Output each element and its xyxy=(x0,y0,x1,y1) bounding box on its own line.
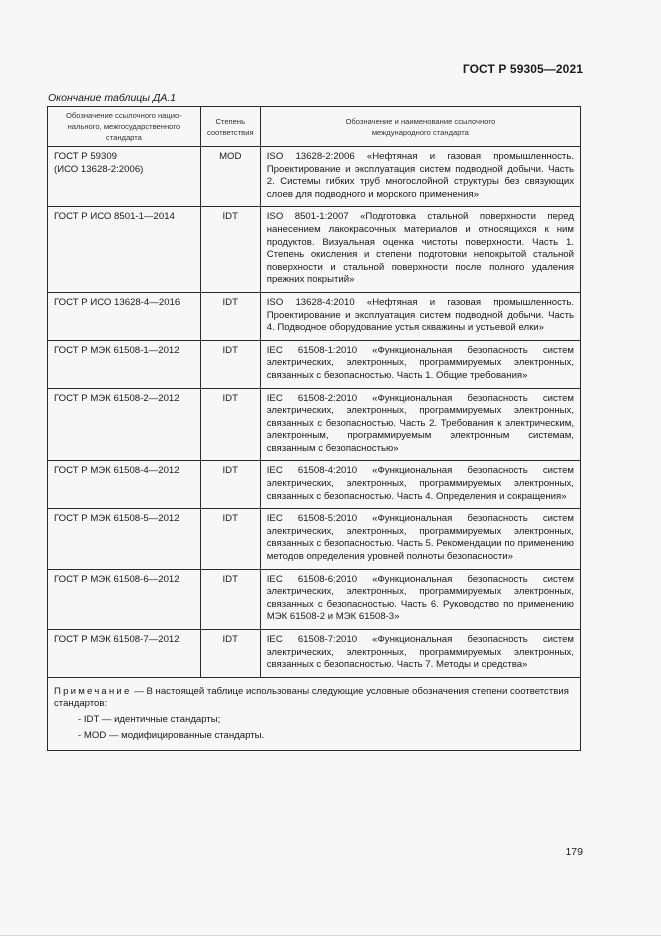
cell-international-standard: ISO 8501-1:2007 «Подготовка стальной поверхности перед нанесением лакокрасочных материалов и относящихся к ним продуктов. Визуальная оценка чистоты поверхности. Часть 1. Степень окисления и степени подготовки непокрытой стальной поверхности и стальной поверхности после полного удаления прежних покрытий» xyxy=(260,207,580,293)
note-body: — В настоящей таблице использованы следующие условные обозначения степени соответствия стандартов: xyxy=(54,685,569,710)
cell-international-standard: IEC 61508-1:2010 «Функциональная безопасность систем электрических, электронных, программируемых электронных, связанных с безопасностью. Часть 1. Общие требования» xyxy=(260,340,580,388)
cell-degree: IDT xyxy=(200,340,260,388)
cell-degree: MOD xyxy=(200,147,260,207)
cell-international-standard: ISO 13628-2:2006 «Нефтяная и газовая промышленность. Проектирование и эксплуатация систем подводной добычи. Часть 2. Системы гибких труб многослойной структуры без связующих слоев для подводного и морского применения» xyxy=(260,147,580,207)
page-number: 179 xyxy=(565,846,583,858)
note-item: - MOD — модифицированные стандарты. xyxy=(78,729,265,741)
cell-international-standard: IEC 61508-5:2010 «Функциональная безопасность систем электрических, электронных, программируемых электронных, связанных с безопасностью. Часть 5. Рекомендации по применению методов определения уровней полноты безопасности» xyxy=(260,509,580,569)
note-text xyxy=(54,686,574,711)
cell-international-standard: IEC 61508-6:2010 «Функциональная безопасность систем электрических, электронных, программируемых электронных, связанных с безопасностью. Часть 6. Руководство по применению МЭК 61508-2 и МЭК 61508-3» xyxy=(260,569,580,629)
cell-national-standard: ГОСТ Р МЭК 61508-1—2012 xyxy=(48,340,201,388)
standard-code: ГОСТ Р 59305—2021 xyxy=(462,62,583,76)
note-label: Примечание xyxy=(54,685,132,697)
cell-degree: IDT xyxy=(200,207,260,293)
table-row xyxy=(48,388,581,461)
note-item: - IDT — идентичные стандарты; xyxy=(78,713,221,725)
table-row xyxy=(48,207,581,293)
cell-national-standard: ГОСТ Р ИСО 8501-1—2014 xyxy=(48,207,201,293)
cell-degree: IDT xyxy=(200,388,260,461)
cell-degree: IDT xyxy=(200,509,260,569)
cell-national-standard: ГОСТ Р ИСО 13628-4—2016 xyxy=(48,292,201,340)
cell-degree: IDT xyxy=(200,630,260,678)
header-international-standard: Обозначение и наименование ссылочного международного стандарта xyxy=(260,107,580,147)
cell-national-standard: ГОСТ Р 59309 (ИСО 13628-2:2006) xyxy=(48,147,201,207)
table-row xyxy=(48,147,581,207)
table-caption: Окончание таблицы ДА.1 xyxy=(48,92,177,104)
table-row xyxy=(48,461,581,509)
table-row xyxy=(48,340,581,388)
cell-degree: IDT xyxy=(200,292,260,340)
cell-international-standard: IEC 61508-7:2010 «Функциональная безопасность систем электрических, электронных, программируемых электронных, связанных с безопасностью. Часть 7. Методы и средства» xyxy=(260,630,580,678)
table-row xyxy=(48,292,581,340)
header-national-standard: Обозначение ссылочного нацио- нального, межгосударственного стандарта xyxy=(48,107,201,147)
cell-national-standard: ГОСТ Р МЭК 61508-2—2012 xyxy=(48,388,201,461)
table-row xyxy=(48,630,581,678)
cell-national-standard: ГОСТ Р МЭК 61508-5—2012 xyxy=(48,509,201,569)
cell-national-standard: ГОСТ Р МЭК 61508-4—2012 xyxy=(48,461,201,509)
header-degree: Степень соответствия xyxy=(200,107,260,147)
cell-international-standard: IEC 61508-4:2010 «Функциональная безопасность систем электрических, электронных, программируемых электронных, связанных с безопасностью. Часть 4. Определения и сокращения» xyxy=(260,461,580,509)
table-header-row xyxy=(48,107,581,147)
cell-international-standard: IEC 61508-2:2010 «Функциональная безопасность систем электрических, электронных, программируемых электронных, связанных с безопасностью. Часть 2. Требования к электрическим, электронным, программируемым электронным системам, связанным с безопасностью» xyxy=(260,388,580,461)
cell-national-standard: ГОСТ Р МЭК 61508-6—2012 xyxy=(48,569,201,629)
cell-degree: IDT xyxy=(200,569,260,629)
table-row xyxy=(48,509,581,569)
cell-international-standard: ISO 13628-4:2010 «Нефтяная и газовая промышленность. Проектирование и эксплуатация систем подводной добычи. Часть 4. Подводное оборудование устья скважины и устьевой елки» xyxy=(260,292,580,340)
table-row xyxy=(48,569,581,629)
reference-table xyxy=(47,106,581,751)
cell-national-standard: ГОСТ Р МЭК 61508-7—2012 xyxy=(48,630,201,678)
table-note-row xyxy=(48,677,581,750)
cell-degree: IDT xyxy=(200,461,260,509)
table-note xyxy=(48,677,581,750)
